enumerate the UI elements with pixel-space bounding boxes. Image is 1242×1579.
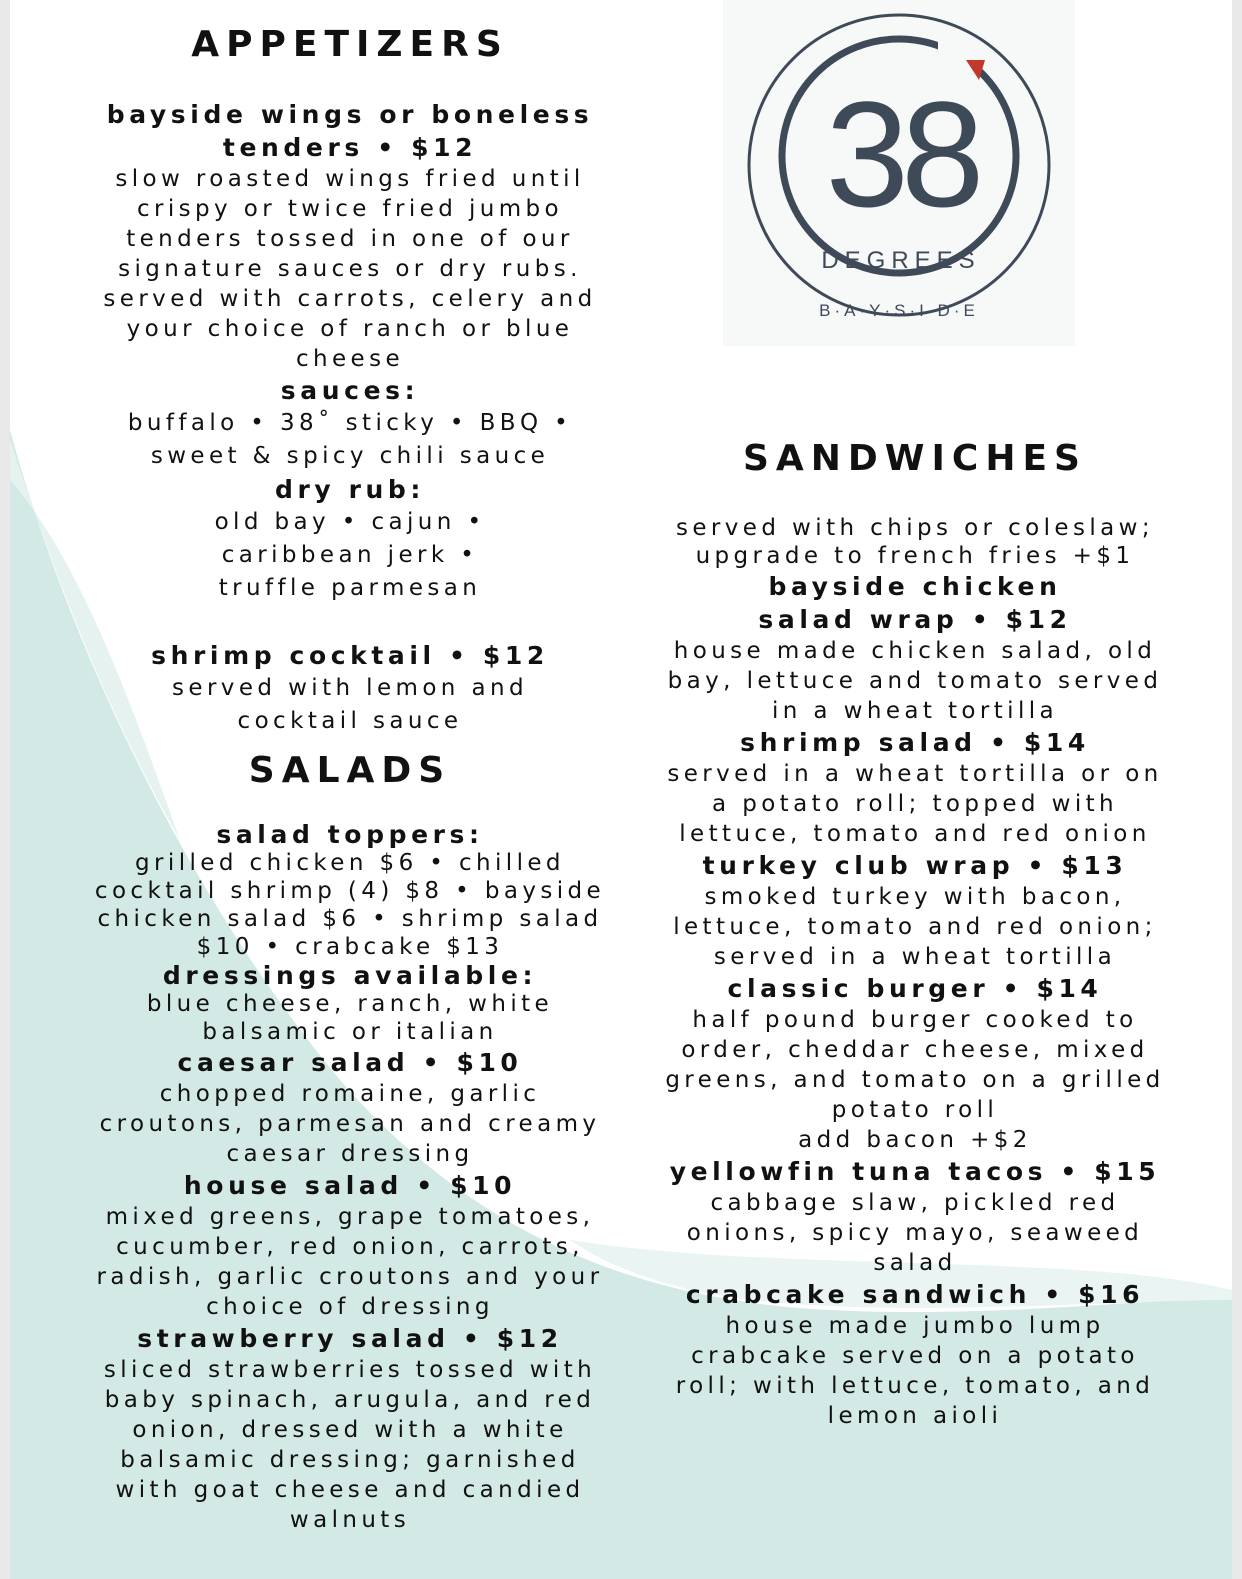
chicken-wrap-title-2: salad wrap • $12 [758, 605, 1072, 634]
classic-burger-desc-1: half pound burger cooked to [692, 1007, 1138, 1033]
strawberry-desc-1: sliced strawberries tossed with [103, 1357, 597, 1383]
dressings-line-1: blue cheese, ranch, white [146, 991, 554, 1017]
wings-title-line1: bayside wings or boneless [106, 100, 594, 129]
dryrub-label: dry rub: [274, 475, 426, 504]
sauces-line-2: sweet & spicy chili sauce [150, 443, 550, 469]
strawberry-desc-3: onion, dressed with a white [132, 1417, 568, 1443]
logo-word: DEGREES [821, 247, 981, 274]
chicken-wrap-desc-2: bay, lettuce and tomato served [667, 668, 1163, 694]
crabcake-sandwich-title: crabcake sandwich • $16 [685, 1280, 1145, 1309]
toppers-line-3: chicken salad $6 • shrimp salad [97, 906, 603, 932]
dressings-line-2: balsamic or italian [202, 1019, 498, 1045]
logo [723, 0, 1075, 346]
left-column [70, 18, 630, 1535]
house-desc-1: mixed greens, grape tomatoes, [105, 1204, 595, 1230]
sauces-line-1: buffalo • 38˚ sticky • BBQ • [127, 410, 573, 436]
crabcake-desc-1: house made jumbo lump [725, 1313, 1105, 1339]
turkey-club-title: turkey club wrap • $13 [702, 851, 1128, 880]
turkey-club-desc-1: smoked turkey with bacon, [704, 884, 1126, 910]
caesar-salad-title: caesar salad • $10 [177, 1048, 523, 1077]
wings-desc-6: your choice of ranch or blue [126, 316, 574, 342]
tuna-tacos-desc-1: cabbage slaw, pickled red [710, 1190, 1120, 1216]
menu-page [10, 0, 1232, 1579]
strawberry-desc-4: balsamic dressing; garnished [120, 1447, 580, 1473]
strawberry-salad-title: strawberry salad • $12 [137, 1324, 563, 1353]
shrimp-cocktail-desc-1: served with lemon and [172, 675, 528, 701]
classic-burger-title: classic burger • $14 [727, 974, 1103, 1003]
salad-toppers-label: salad toppers: [216, 820, 484, 849]
chicken-wrap-title-1: bayside chicken [768, 572, 1062, 601]
toppers-line-4: $10 • crabcake $13 [196, 934, 504, 960]
salads-heading: SALADS [248, 750, 452, 791]
house-desc-2: cucumber, red onion, carrots, [116, 1234, 584, 1260]
strawberry-desc-5: with goat cheese and candied [115, 1477, 585, 1503]
chicken-wrap-desc-1: house made chicken salad, old [673, 638, 1157, 664]
crabcake-desc-3: roll; with lettuce, tomato, and [675, 1373, 1155, 1399]
turkey-club-desc-3: served in a wheat tortilla [713, 944, 1117, 970]
classic-burger-desc-3: greens, and tomato on a grilled [665, 1067, 1165, 1093]
toppers-line-2: cocktail shrimp (4) $8 • bayside [94, 878, 606, 904]
turkey-club-desc-2: lettuce, tomato and red onion; [673, 914, 1157, 940]
house-salad-title: house salad • $10 [183, 1171, 517, 1200]
logo-sub: B·A·Y·S·I·D·E [819, 301, 979, 320]
classic-burger-desc-2: order, cheddar cheese, mixed [681, 1037, 1149, 1063]
sandwiches-heading: SANDWICHES [743, 438, 1087, 479]
shrimp-salad-title: shrimp salad • $14 [740, 728, 1090, 757]
classic-burger-desc-4: potato roll [831, 1097, 999, 1123]
tuna-tacos-desc-3: salad [873, 1250, 957, 1276]
shrimp-salad-desc-1: served in a wheat tortilla or on [667, 761, 1163, 787]
strawberry-desc-2: baby spinach, arugula, and red [104, 1387, 596, 1413]
toppers-line-1: grilled chicken $6 • chilled [135, 850, 565, 876]
strawberry-desc-6: walnuts [289, 1507, 411, 1533]
tuna-tacos-title: yellowfin tuna tacos • $15 [669, 1157, 1161, 1186]
dryrub-line-1: old bay • cajun • [214, 509, 486, 535]
sandwich-note-2: upgrade to french fries +$1 [695, 543, 1135, 569]
chicken-wrap-desc-3: in a wheat tortilla [771, 698, 1059, 724]
wings-desc-1: slow roasted wings fried until [115, 166, 585, 192]
caesar-desc-1: chopped romaine, garlic [159, 1081, 541, 1107]
wings-desc-5: served with carrots, celery and [103, 286, 597, 312]
crabcake-desc-4: lemon aioli [827, 1403, 1003, 1429]
caesar-desc-2: croutons, parmesan and creamy [99, 1111, 601, 1137]
shrimp-cocktail-title: shrimp cocktail • $12 [151, 641, 549, 670]
classic-burger-desc-5: add bacon +$2 [798, 1127, 1032, 1153]
wings-desc-3: tenders tossed in one of our [126, 226, 574, 252]
wings-desc-4: signature sauces or dry rubs. [118, 256, 582, 282]
dressings-label: dressings available: [162, 961, 538, 990]
sauces-label: sauces: [280, 376, 420, 405]
house-desc-3: radish, garlic croutons and your [96, 1264, 604, 1290]
shrimp-cocktail-desc-2: cocktail sauce [237, 708, 463, 734]
sandwich-note-1: served with chips or coleslaw; [676, 515, 1154, 541]
shrimp-salad-desc-2: a potato roll; topped with [712, 791, 1118, 817]
caesar-desc-3: caesar dressing [226, 1141, 474, 1167]
appetizers-heading: APPETIZERS [191, 24, 509, 65]
dryrub-line-3: truffle parmesan [218, 575, 482, 601]
tuna-tacos-desc-2: onions, spicy mayo, seaweed [686, 1220, 1144, 1246]
right-column [635, 432, 1195, 1431]
house-desc-4: choice of dressing [206, 1294, 494, 1320]
wings-title-line2: tenders • $12 [222, 133, 478, 162]
crabcake-desc-2: crabcake served on a potato [691, 1343, 1139, 1369]
logo-number: 38 [825, 70, 977, 238]
dryrub-line-2: caribbean jerk • [221, 542, 479, 568]
wings-desc-7: cheese [295, 346, 405, 372]
wings-desc-2: crispy or twice fried jumbo [136, 196, 563, 222]
shrimp-salad-desc-3: lettuce, tomato and red onion [679, 821, 1151, 847]
